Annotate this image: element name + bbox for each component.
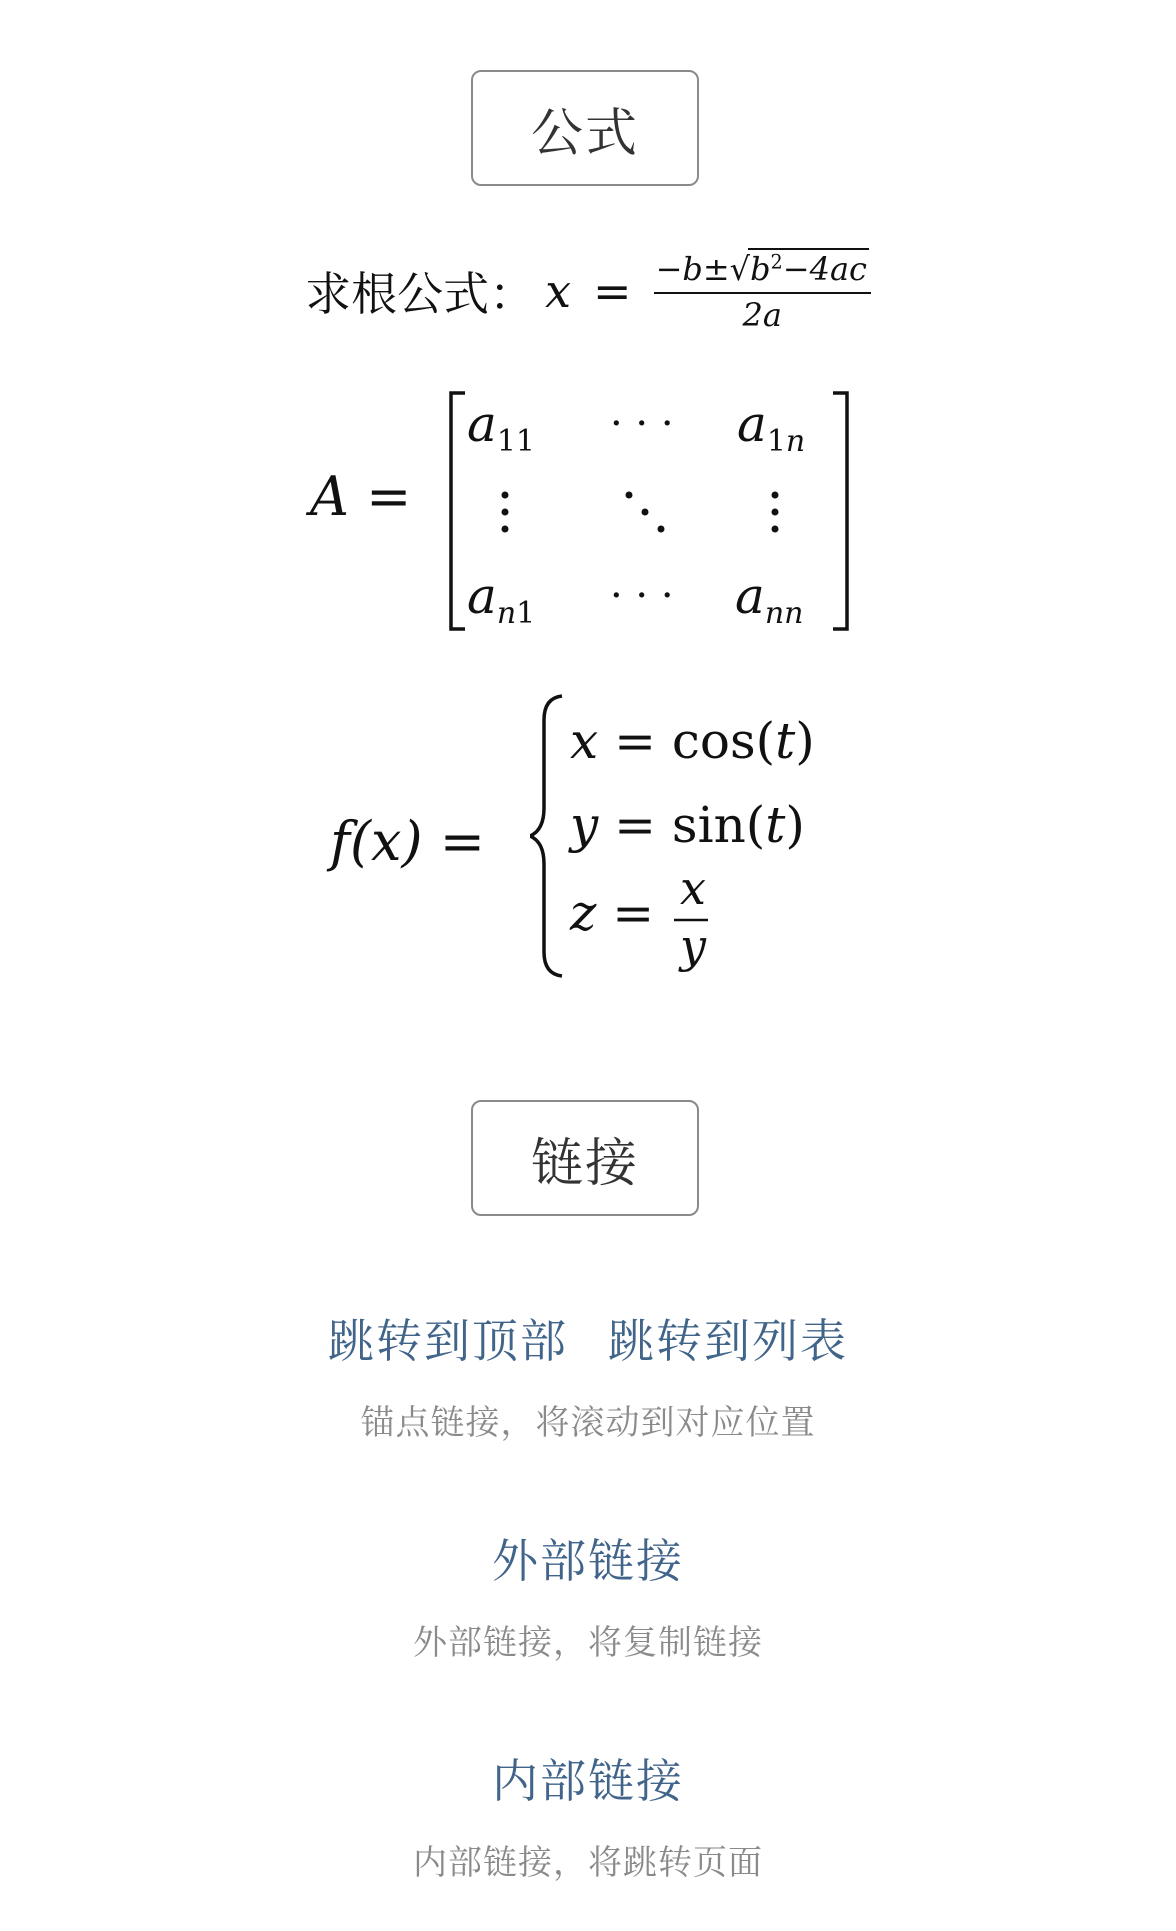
case-y: y = sin(t) xyxy=(570,796,805,854)
piecewise-graphic xyxy=(530,690,890,1010)
quadratic-lhs: x xyxy=(545,264,572,318)
internal-link-description: 内部链接，将跳转页面 xyxy=(413,1843,763,1883)
jump-to-list-link[interactable]: 跳转到列表 xyxy=(608,1314,848,1368)
radicand-exponent: 2 xyxy=(770,250,783,274)
external-link-row xyxy=(0,1525,1176,1591)
matrix-cell-ann: $a_{nn}$ xyxy=(735,567,804,631)
radicand-rest: −4ac xyxy=(782,250,867,288)
sqrt-sign: √ xyxy=(729,250,751,288)
jump-to-top-link[interactable]: 跳转到顶部 xyxy=(328,1314,568,1368)
left-brace xyxy=(530,696,562,976)
internal-link[interactable]: 内部链接 xyxy=(492,1754,684,1808)
matrix-lhs: A = xyxy=(310,465,412,528)
quadratic-numerator xyxy=(654,248,871,294)
quadratic-equation xyxy=(545,248,871,334)
anchor-links-row xyxy=(0,1305,1176,1371)
right-bracket xyxy=(833,393,847,629)
quadratic-formula xyxy=(0,248,1176,334)
case-z-denominator: y xyxy=(680,919,706,973)
quadratic-fraction xyxy=(654,248,871,334)
matrix-cell-a11: $a_{11}$ xyxy=(467,395,535,459)
case-z: z = xyxy=(570,884,655,942)
matrix-vdots-right xyxy=(772,492,779,533)
matrix-cell-a1n: $a_{1n}$ xyxy=(737,395,806,459)
radicand xyxy=(748,248,869,288)
numerator-minus-b: −b± xyxy=(655,250,730,288)
external-link-description: 外部链接，将复制链接 xyxy=(413,1623,763,1663)
matrix-cell-hdots-top: · · · xyxy=(610,401,674,447)
matrix-graphic xyxy=(445,385,865,635)
radicand-b: b xyxy=(750,250,771,288)
quadratic-equals: = xyxy=(593,264,632,318)
case-x: x = cos(t) xyxy=(570,712,815,770)
anchor-links-description: 锚点链接，将滚动到对应位置 xyxy=(360,1403,816,1443)
links-section-button[interactable]: 链接 xyxy=(471,1100,699,1216)
case-z-numerator: x xyxy=(680,861,706,915)
formula-section-button[interactable]: 公式 xyxy=(471,70,699,186)
external-link[interactable]: 外部链接 xyxy=(492,1534,684,1588)
matrix-ddots xyxy=(626,492,665,533)
quadratic-label: 求根公式： xyxy=(305,267,536,321)
piecewise-lhs: f(x) = xyxy=(330,810,485,873)
matrix-vdots-left xyxy=(502,492,509,533)
left-bracket xyxy=(451,393,465,629)
matrix-cell-an1: $a_{n1}$ xyxy=(467,567,536,631)
matrix-cell-hdots-bottom: · · · xyxy=(610,573,674,619)
piecewise-formula xyxy=(330,690,890,1010)
quadratic-denominator: 2a xyxy=(742,296,782,334)
matrix-formula xyxy=(310,385,870,635)
internal-link-row xyxy=(0,1745,1176,1811)
